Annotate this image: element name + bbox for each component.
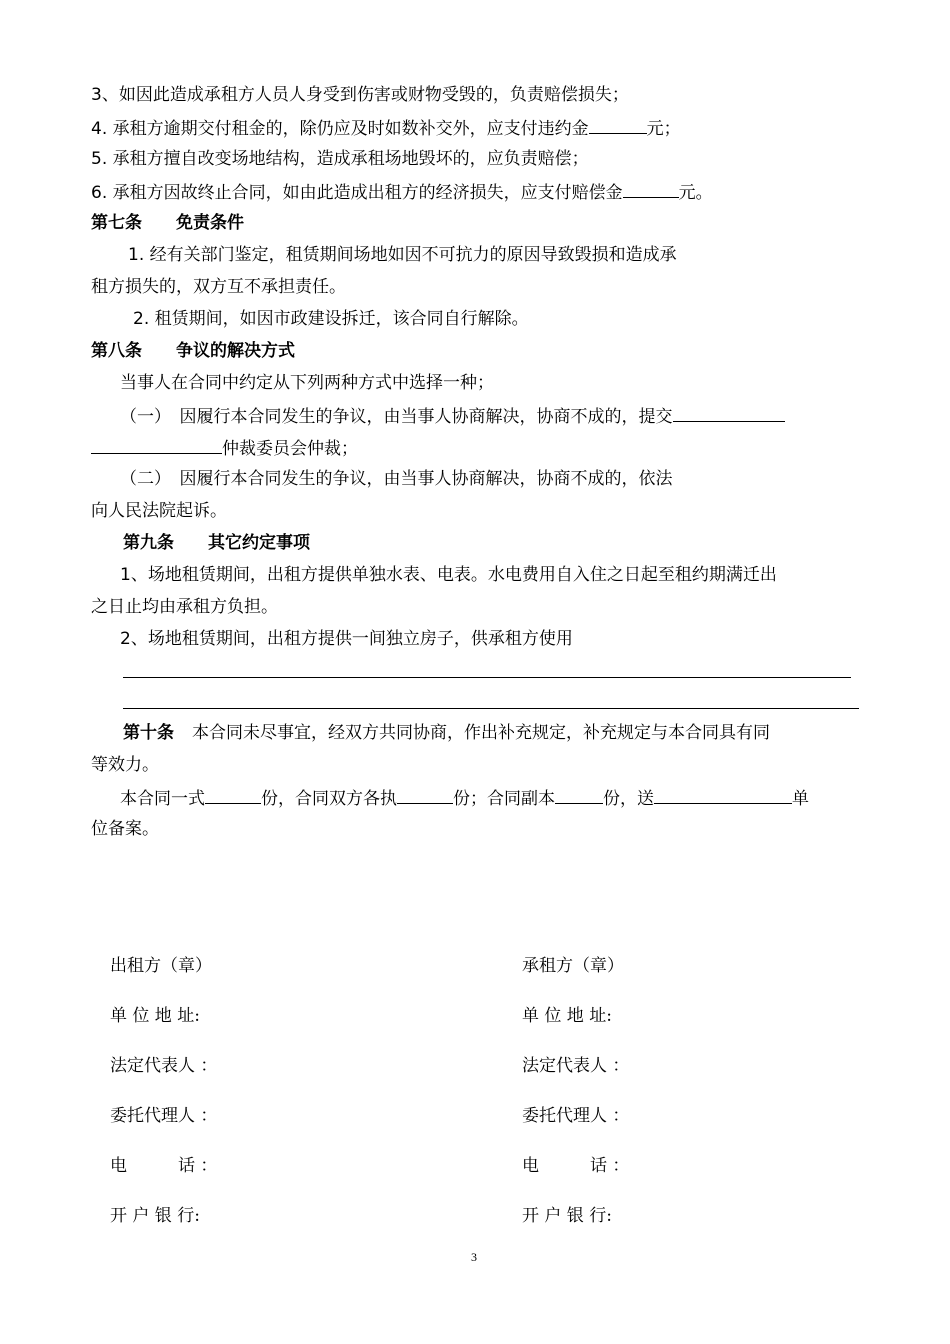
article-7-item-1: 1. 经有关部门鉴定，租赁期间场地如因不可抗力的原因导致毁损和造成承	[128, 245, 677, 265]
article-10-heading: 第十条	[123, 723, 174, 743]
fill-in-line-1[interactable]	[123, 677, 851, 678]
lessee-address: 单 位 地 址:	[522, 1006, 612, 1026]
copies-text-4: 份，送	[603, 789, 654, 809]
article-9-item-2: 2、场地租赁期间，出租方提供一间独立房子，供承租方使用	[120, 629, 573, 649]
article-9-heading: 第九条 其它约定事项	[123, 533, 310, 553]
article-8-option-1	[120, 404, 785, 428]
lessor-representative: 法定代表人 ：	[110, 1056, 218, 1076]
article-10-line-1	[123, 722, 770, 744]
copies-total-blank[interactable]	[205, 786, 261, 804]
article-9-item-1: 1、场地租赁期间，出租方提供单独水表、电表。水电费用自入住之日起至租约期满迁出	[120, 565, 777, 585]
article-8-option-1-cont	[91, 436, 358, 460]
article-8-option-1-text: （一） 因履行本合同发生的争议，由当事人协商解决，协商不成的，提交	[120, 407, 673, 427]
copies-duplicate-blank[interactable]	[555, 786, 603, 804]
article-8-intro: 当事人在合同中约定从下列两种方式中选择一种；	[120, 373, 494, 393]
clause-line-4	[91, 116, 681, 140]
lessee-representative: 法定代表人 ：	[522, 1056, 630, 1076]
article-10-text: 本合同未尽事宜，经双方共同协商，作出补充规定，补充规定与本合同具有同	[192, 723, 770, 743]
article-8-option-2: （二） 因履行本合同发生的争议，由当事人协商解决，协商不成的，依法	[120, 469, 673, 489]
copies-each-blank[interactable]	[397, 786, 453, 804]
copies-text-1: 本合同一式	[120, 789, 205, 809]
article-9-item-1-cont: 之日止均由承租方负担。	[91, 597, 278, 617]
copies-text-5: 单	[792, 789, 809, 809]
arbitration-blank-1[interactable]	[673, 404, 785, 422]
lessee-bank: 开 户 银 行:	[522, 1206, 612, 1226]
article-8-option-2-cont: 向人民法院起诉。	[91, 501, 227, 521]
article-8-heading: 第八条 争议的解决方式	[91, 341, 295, 361]
lessee-title: 承租方（章）	[522, 956, 624, 976]
lessor-address: 单 位 地 址:	[110, 1006, 200, 1026]
clause-line-4-unit: 元；	[646, 119, 681, 139]
lessor-title: 出租方（章）	[110, 956, 212, 976]
filing-unit-blank[interactable]	[654, 786, 792, 804]
arbitration-blank-2[interactable]	[91, 436, 222, 454]
lessor-bank: 开 户 银 行:	[110, 1206, 200, 1226]
copies-text-2: 份，合同双方各执	[261, 789, 397, 809]
clause-line-6	[91, 180, 713, 204]
clause-line-3: 3、如因此造成承租方人员人身受到伤害或财物受毁的，负责赔偿损失；	[91, 85, 629, 105]
clause-line-6-unit: 元。	[678, 183, 713, 203]
article-7-item-2: 2. 租赁期间，如因市政建设拆迁，该合同自行解除。	[133, 309, 529, 329]
clause-line-4-text: 4. 承租方逾期交付租金的，除仍应及时如数补交外，应支付违约金	[91, 119, 589, 139]
penalty-amount-blank[interactable]	[589, 116, 647, 134]
copies-line-cont: 位备案。	[91, 819, 159, 839]
copies-text-3: 份；合同副本	[453, 789, 555, 809]
article-7-heading: 第七条 免责条件	[91, 213, 244, 233]
lessor-phone: 电 话 ：	[110, 1156, 218, 1176]
lessor-agent: 委托代理人 ：	[110, 1106, 218, 1126]
lessee-agent: 委托代理人 ：	[522, 1106, 630, 1126]
arbitration-committee-text: 仲裁委员会仲裁；	[222, 439, 358, 459]
article-7-item-1-cont: 租方损失的，双方互不承担责任。	[91, 277, 346, 297]
clause-line-6-text: 6. 承租方因故终止合同，如由此造成出租方的经济损失，应支付赔偿金	[91, 183, 623, 203]
article-10-line-2: 等效力。	[91, 755, 159, 775]
copies-line	[120, 786, 809, 810]
lessee-phone: 电 话 ：	[522, 1156, 630, 1176]
clause-line-5: 5. 承租方擅自改变场地结构，造成承租场地毁坏的，应负责赔偿；	[91, 149, 589, 169]
fill-in-line-2[interactable]	[123, 708, 859, 709]
page-number: 3	[471, 1250, 477, 1264]
compensation-amount-blank[interactable]	[623, 180, 679, 198]
